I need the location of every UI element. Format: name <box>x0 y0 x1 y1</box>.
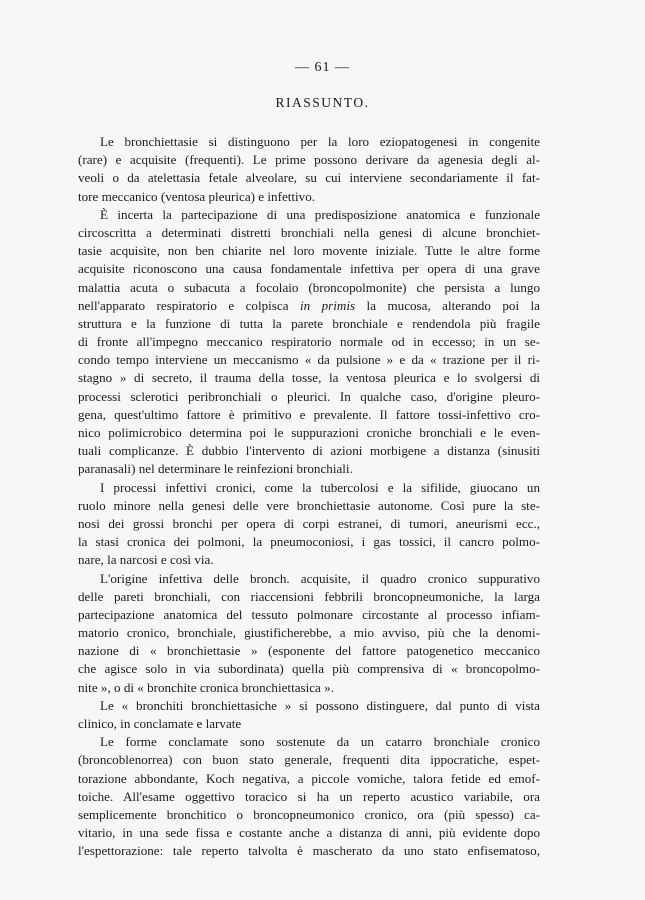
text-line: tore meccanico (ventosa pleurica) e infettivo. <box>78 188 316 204</box>
text-line: clinico, in conclamate e larvate <box>78 716 242 731</box>
text-line: processi sclerotici peribronchiali o pleurici. In qualche caso, d'origine pleuro- <box>78 388 540 404</box>
text-line: tasie acquisite, non ben chiarite nel loro movente iniziale. Tutte le altre forme <box>78 243 540 259</box>
text-line: matorio cronico, bronchiale, giustificherebbe, a mio avviso, più che la denomi- <box>78 625 540 641</box>
text-line: semplicemente bronchitico o broncopneumonico cronico, ora (più spesso) ca- <box>78 806 540 822</box>
text-line: torazione abbondante, Koch negativa, a piccole vomiche, talora fetide ed emof- <box>78 770 540 786</box>
paragraph-5 <box>78 697 540 733</box>
text-line: partecipazione anatomica del tessuto polmonare circostante al processo infiam- <box>78 606 540 622</box>
text-body <box>78 133 540 861</box>
text-line: È incerta la partecipazione di una predisposizione anatomica e funzionale <box>100 206 540 222</box>
italic-phrase: in primis <box>299 297 356 313</box>
paragraph-3 <box>78 479 540 570</box>
text-line: L'origine infettiva delle bronch. acquisite, il quadro cronico suppurativo <box>100 570 540 586</box>
page-number: — 61 — <box>295 60 350 75</box>
text-line: nare, la narcosi e così via. <box>78 552 214 568</box>
text-line: malattia acuta o subacuta a focolaio (broncopolmonite) che persista a lungo <box>78 279 540 295</box>
text-line: Le bronchiettasie si distinguono per la loro eziopatogenesi in congenite <box>100 134 540 149</box>
text-line: condo tempo interviene un meccanismo « da pulsione » e da « trazione per il ri- <box>78 352 540 368</box>
text-line: toiche. All'esame oggettivo toracico si ha un reperto acustico variabile, ora <box>78 788 540 804</box>
text-line: Le forme conclamate sono sostenute da un catarro bronchiale cronico <box>100 734 540 750</box>
text-line: paranasali) nel determinare le reinfezioni bronchiali. <box>78 461 353 477</box>
text-line: I processi infettivi cronici, come la tubercolosi e la sifilide, giuocano un <box>100 479 540 495</box>
text-line-with-italic <box>78 297 540 315</box>
text-line: circoscritta a determinati distretti bronchiali nella genesi di alcune bronchiet- <box>78 224 540 240</box>
text-line: nico polimicrobico determina poi le suppurazioni croniche bronchiali e le even- <box>78 425 540 440</box>
text-line: struttura e la funzione di tutta la parete bronchiale e rendendola più fragile <box>78 315 540 331</box>
paragraph-2 <box>78 206 540 479</box>
text-line: veoli o da atelettasia fetale alveolare, su cui interviene secondariamente il fat- <box>78 170 540 186</box>
text-line: acquisite riconoscono una causa fondamentale infettiva per opera di una grave <box>78 261 540 277</box>
text-line: la stasi cronica dei polmoni, la pneumoconiosi, i gas tossici, il cancro polmo- <box>78 534 540 550</box>
text-line: nite », o di « bronchite cronica bronchiettasica ». <box>78 679 334 695</box>
text-line: (rare) e acquisite (frequenti). Le prime possono derivare da agenesia degli al- <box>78 152 540 168</box>
text-line: ruolo minore nella genesi delle vere bronchiettasie autonome. Così pure la ste- <box>78 497 540 513</box>
text-line: di fronte all'impegno meccanico respiratorio normale od in eccesso; in un se- <box>78 334 540 350</box>
text-line: vitario, in una sede fissa e costante anche a distanza di anni, più evidente dopo <box>78 825 540 841</box>
text-line: che agisce solo in via subordinata) quella più comprensiva di « broncopolmo- <box>78 661 540 677</box>
text-line: gena, quest'ultimo fattore è primitivo e prevalente. Il fattore tossi-infettivo cro- <box>78 406 540 422</box>
text-line: delle pareti bronchiali, con riaccensioni febbrili broncopneumoniche, la larga <box>78 588 540 604</box>
paragraph-6 <box>78 733 540 860</box>
text-line: tuali complicanze. È dubbio l'intervento di azioni morbigene a distanza (sinusiti <box>78 443 540 459</box>
text-line: stagno » di secreto, il trauma della tosse, la ventosa pleurica e lo svolgersi di <box>78 370 540 386</box>
paragraph-4 <box>78 570 540 697</box>
text-line: nosi dei grossi bronchi per opera di corpi estranei, di tumori, aneurismi ecc., <box>78 515 540 531</box>
text-segment: la mucosa, alterando poi la <box>355 297 540 313</box>
text-segment: nell'apparato respiratorio e colpisca <box>78 297 300 313</box>
paragraph-1 <box>78 133 540 206</box>
section-title: RIASSUNTO. <box>275 95 370 110</box>
text-line: l'espettorazione: tale reperto talvolta è mascherato da uno stato enfisematoso, <box>78 843 540 859</box>
text-line: Le « bronchiti bronchiettasiche » si possono distinguere, dal punto di vista <box>100 697 540 713</box>
text-line: nazione di « bronchiettasie » (esponente del fattore patogenetico meccanico <box>78 643 540 659</box>
text-line: (broncoblenorrea) con buon stato generale, frequenti dita ippocratiche, espet- <box>78 752 540 768</box>
